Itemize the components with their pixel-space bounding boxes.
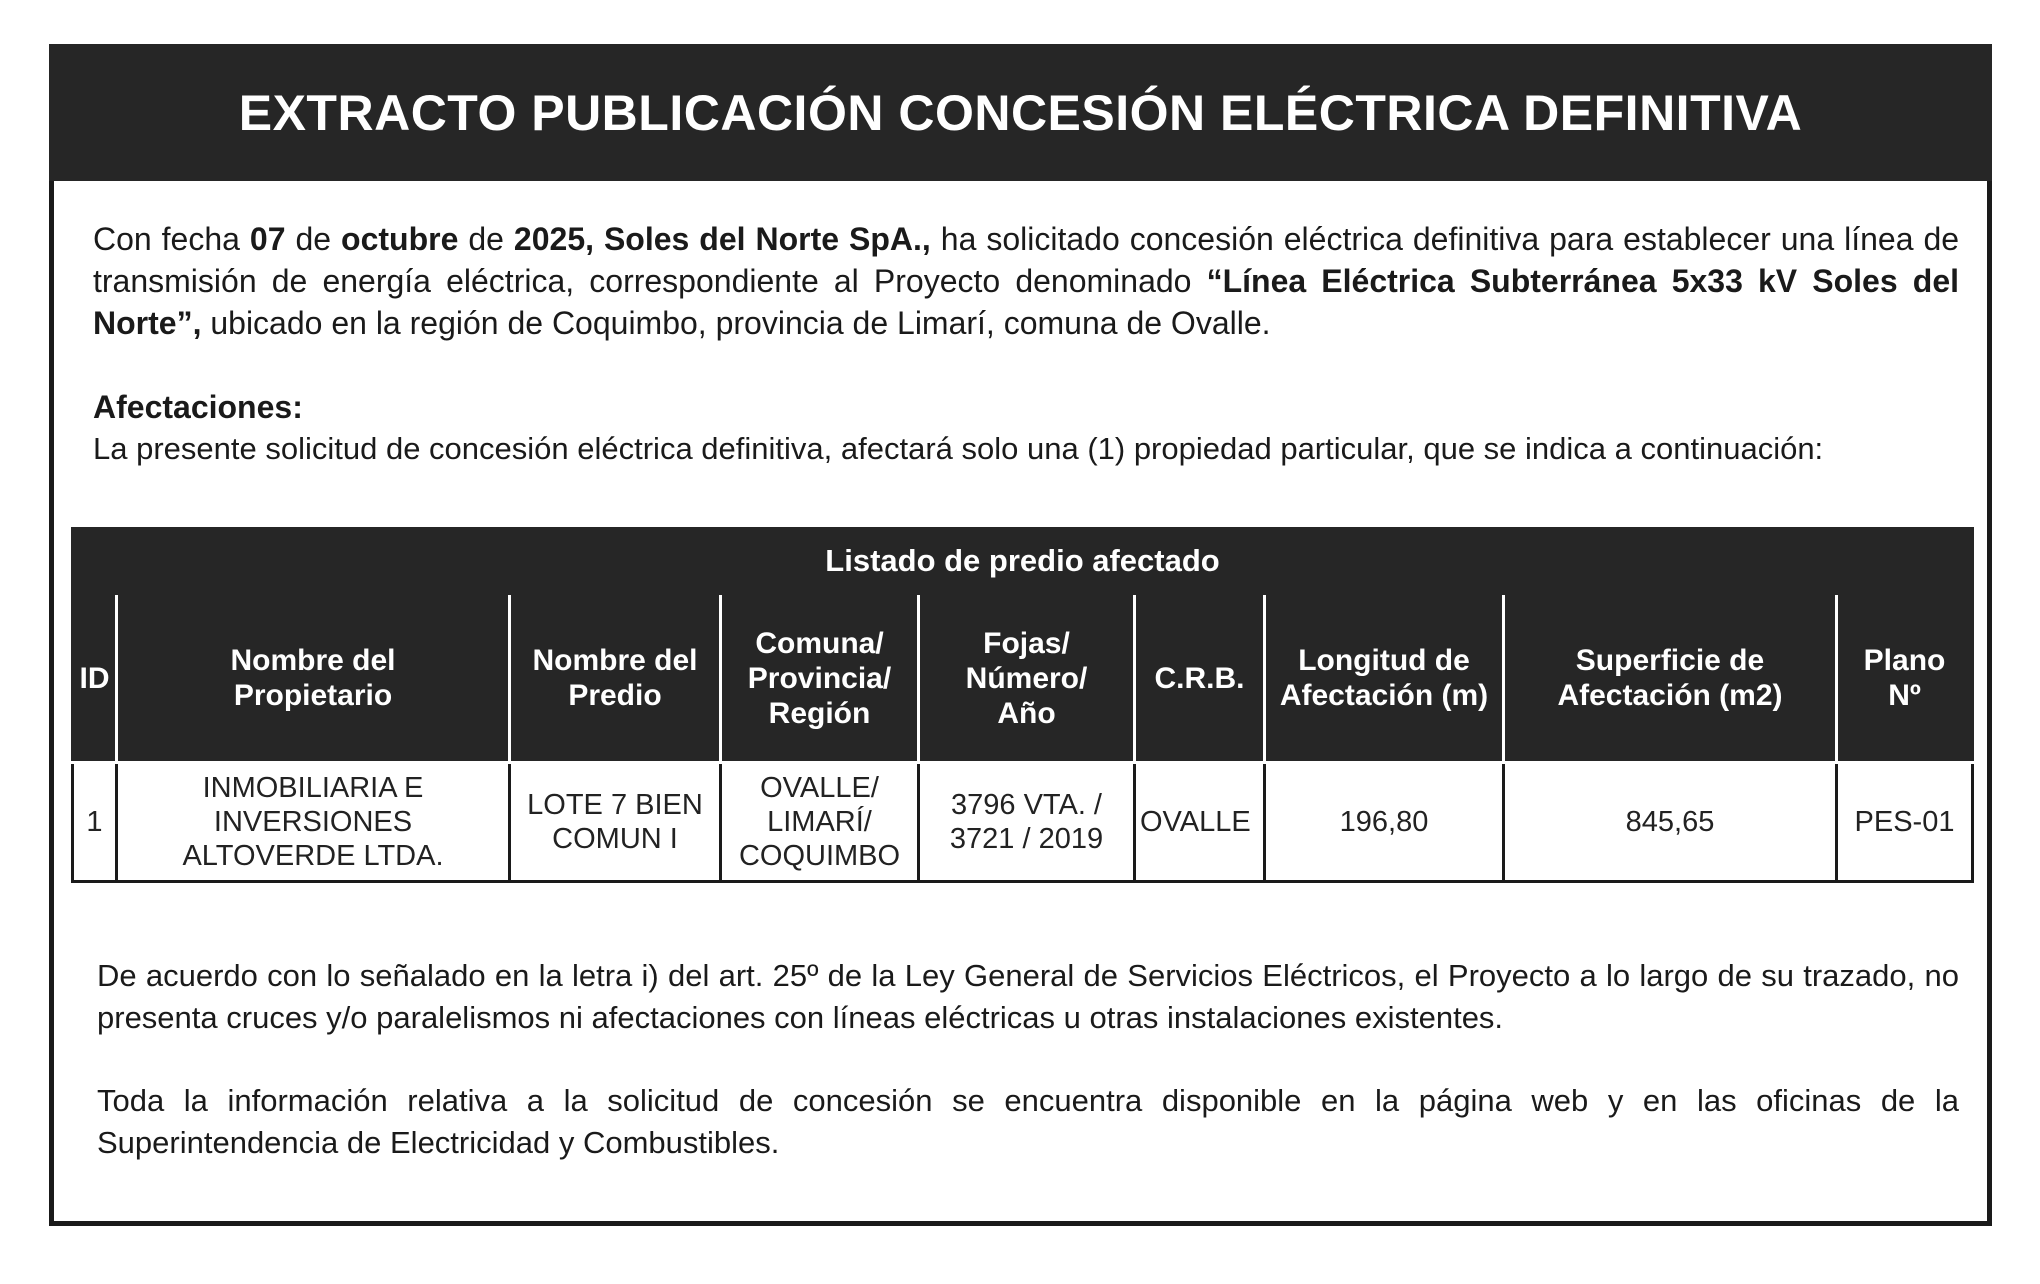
intro-text: ubicado en la región de Coquimbo, provincia de Limarí, comuna de Ovalle. [201, 305, 1271, 341]
intro-project-name: “Línea Eléctrica Subterránea 5x33 kV Soles del Norte”, [93, 263, 1960, 341]
intro-paragraph [93, 218, 1959, 344]
cell-length: 196,80 [1265, 763, 1504, 882]
closing-paragraph-1: De acuerdo con lo señalado en la letra i) del art. 25º de la Ley General de Servicios Eléctricos, el Proyecto a lo largo de su trazado, no presenta cruces y/o paralelismos ni afectaciones con líneas eléctricas u otras instalaciones existentes. [97, 958, 1959, 1035]
title-bar [49, 44, 1992, 181]
cell-plan: PES-01 [1837, 763, 1973, 882]
table-row [73, 763, 1973, 882]
header-owner: Nombre del Propietario [117, 594, 510, 763]
cell-area: 845,65 [1504, 763, 1837, 882]
intro-year-company: 2025, Soles del Norte SpA., [513, 221, 931, 257]
table-caption: Listado de predio afectado [73, 529, 1973, 594]
cell-property: LOTE 7 BIEN COMUN I [510, 763, 721, 882]
intro-date-month: octubre [341, 221, 459, 257]
intro-text: de [285, 221, 342, 257]
header-area: Superficie de Afectación (m2) [1504, 594, 1837, 763]
header-registry: Fojas/ Número/ Año [919, 594, 1135, 763]
closing-paragraph-2: Toda la información relativa a la solicitud de concesión se encuentra disponible en la página web y en las oficinas de la Superintendencia de Electricidad y Combustibles. [97, 1083, 1959, 1160]
header-plan: Plano Nº [1837, 594, 1973, 763]
notice-title: EXTRACTO PUBLICACIÓN CONCESIÓN ELÉCTRICA DEFINITIVA [238, 84, 1803, 141]
header-crb: C.R.B. [1135, 594, 1265, 763]
cell-registry: 3796 VTA. / 3721 / 2019 [919, 763, 1135, 882]
intro-text: Con fecha [93, 221, 250, 257]
header-length: Longitud de Afectación (m) [1265, 594, 1504, 763]
intro-text: de [458, 221, 514, 257]
afectaciones-text: La presente solicitud de concesión eléctrica definitiva, afectará solo una (1) propiedad particular, que se indica a continuación: [93, 431, 1824, 466]
header-id: ID [73, 594, 117, 763]
intro-text: ha solicitado concesión eléctrica definitiva para establecer una línea de transmisión de energía eléctrica, correspondiente al Proyecto denominado [93, 221, 1960, 299]
afectaciones-heading: Afectaciones: [93, 389, 303, 425]
header-location: Comuna/ Provincia/ Región [721, 594, 919, 763]
header-property: Nombre del Predio [510, 594, 721, 763]
cell-location: OVALLE/ LIMARÍ/ COQUIMBO [721, 763, 919, 882]
affected-property-table [71, 527, 1974, 883]
cell-crb: OVALLE [1135, 763, 1265, 882]
intro-date-day: 07 [249, 221, 286, 257]
cell-id: 1 [73, 763, 117, 882]
cell-owner: INMOBILIARIA E INVERSIONES ALTOVERDE LTDA. [117, 763, 510, 882]
